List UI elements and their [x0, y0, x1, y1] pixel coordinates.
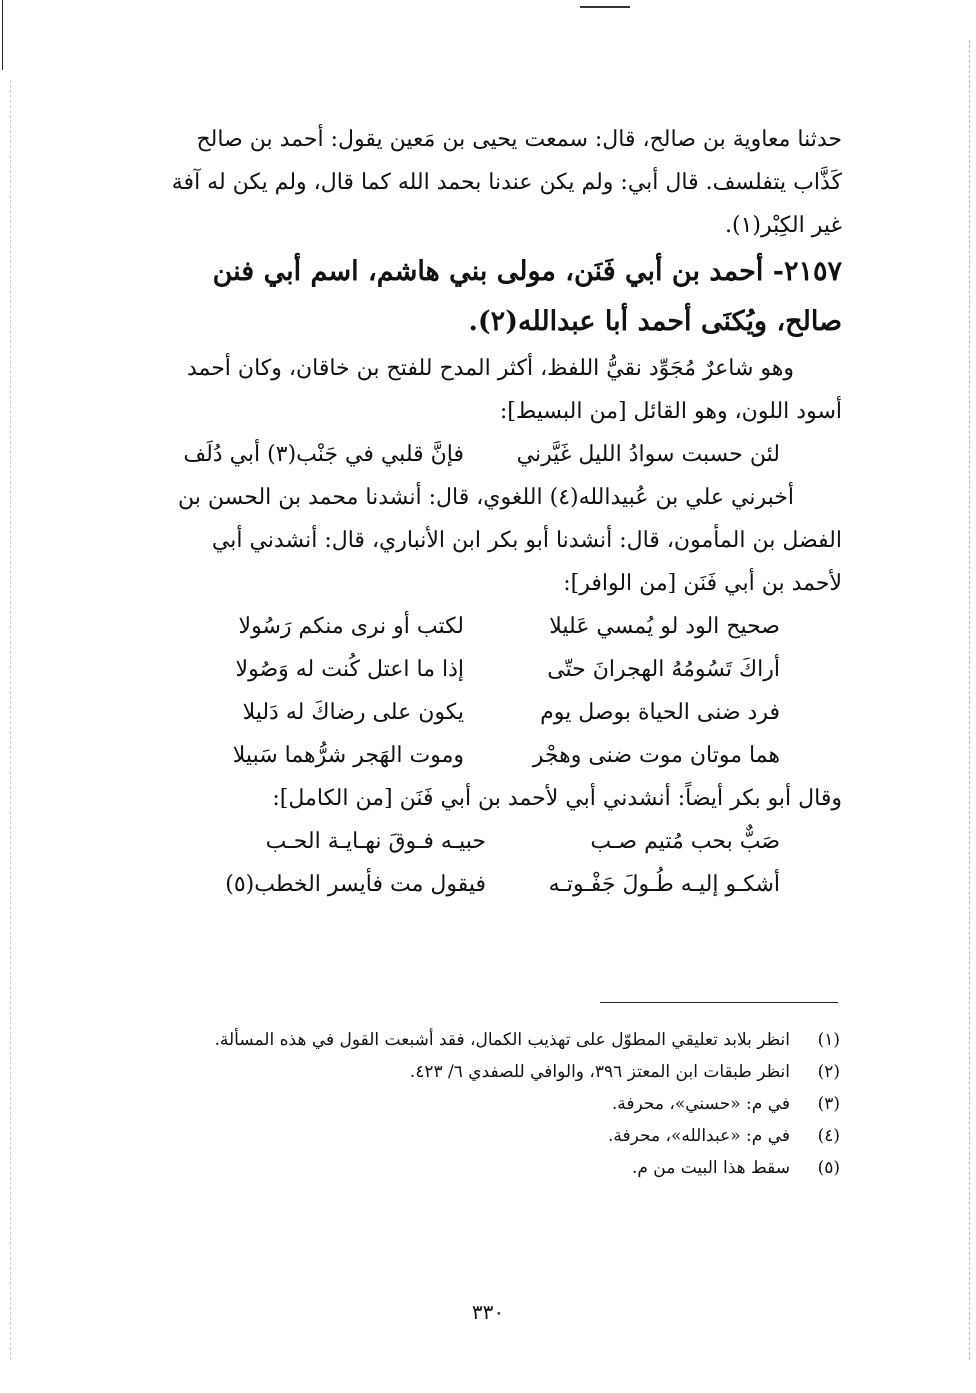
page-number: ٣٣٠ [471, 1300, 505, 1324]
main-text [130, 118, 842, 906]
verse-line [130, 605, 842, 648]
verse-second-hemistich: حبيـه فـوقَ نهـايـة الحـب [265, 829, 486, 854]
verse-line [130, 863, 842, 906]
footnote [130, 1056, 840, 1088]
verse-first-hemistich: أراكَ تَسُومُهُ الهجرانَ حتّى [547, 657, 780, 682]
verse-first-hemistich: لئن حسبت سوادُ الليل غَيَّرني [516, 442, 780, 467]
verse-second-hemistich: فإنَّ قلبي في جَنْب(٣) أبي دُلَف [183, 442, 464, 467]
verse-second-hemistich: لكتب أو نرى منكم رَسُولا [238, 614, 464, 639]
footnote-number: (٥) [817, 1158, 840, 1178]
footnote-text: انظر بلابد تعليقي المطوّل على تهذيب الكمال، فقد أشبعت القول في هذه المسألة. [214, 1030, 790, 1050]
scan-edge-left [10, 80, 11, 1360]
verse-second-hemistich: وموت الهَجر شرُّهما سَبيلا [232, 743, 464, 768]
footnote-text: انظر طبقات ابن المعتز ٣٩٦، والوافي للصفدي ٦/ ٤٢٣. [409, 1062, 790, 1082]
text-line: وقال أبو بكر أيضاً: أنشدني أبي لأحمد بن أبي فَنَن [من الكامل]: [272, 786, 842, 811]
footnote-number: (٢) [817, 1062, 840, 1082]
footnote-text: سقط هذا البيت من م. [631, 1158, 790, 1178]
text-line: أسود اللون، وهو القائل [من البسيط]: [499, 399, 842, 424]
footnote-text: في م: «عبدالله»، محرفة. [608, 1126, 790, 1146]
verse-line [130, 734, 842, 777]
verse-first-hemistich: صحيح الود لو يُمسي عَليلا [549, 614, 780, 639]
text-line: غير الكِبْر(١). [724, 213, 842, 238]
footnote-divider [600, 1002, 838, 1003]
verse-first-hemistich: أشكـو إليـه طُـولَ جَفْـوتـه [548, 872, 780, 897]
footnote-number: (٣) [817, 1094, 840, 1114]
footnote [130, 1024, 840, 1056]
verse-line [130, 820, 842, 863]
text-line: كَذَّاب يتفلسف. قال أبي: ولم يكن عندنا بحمد الله كما قال، ولم يكن له آفة [171, 170, 842, 195]
verse-first-hemistich: فرد ضنى الحياة بوصل يوم [540, 700, 780, 725]
scan-edge-right [969, 40, 970, 1360]
verse-line [130, 691, 842, 734]
text-line: وهو شاعرٌ مُجَوِّد نقيُّ اللفظ، أكثر المدح للفتح بن خاقان، وكان أحمد [186, 356, 794, 381]
footnote-text: في م: «حسني»، محرفة. [611, 1094, 790, 1114]
footnotes [130, 1024, 840, 1184]
entry-heading-continued: صالح، ويُكنَى أحمد أبا عبدالله(٢). [468, 306, 842, 337]
verse-second-hemistich: فيقول مت فأيسر الخطب(٥) [225, 872, 486, 897]
footnote [130, 1152, 840, 1184]
entry-heading: ٢١٥٧- أحمد بن أبي فَنَن، مولى بني هاشم، اسم أبي فنن [212, 256, 842, 287]
text-line: حدثنا معاوية بن صالح، قال: سمعت يحيى بن مَعين يقول: أحمد بن صالح [196, 127, 842, 152]
top-mark [580, 6, 630, 8]
verse-second-hemistich: يكون على رضاكَ له دَليلا [242, 700, 464, 725]
footnote [130, 1088, 840, 1120]
verse-line [130, 433, 842, 476]
verse-first-hemistich: صَبٌّ بحب مُتيم صـب [590, 829, 780, 854]
footnote [130, 1120, 840, 1152]
footnote-number: (٤) [817, 1126, 840, 1146]
verse-line [130, 648, 842, 691]
verse-first-hemistich: هما موتان موت ضنى وهجْر [532, 743, 780, 768]
text-line: الفضل بن المأمون، قال: أنشدنا أبو بكر ابن الأنباري، قال: أنشدني أبي [211, 528, 842, 553]
page-edge-line [2, 0, 3, 70]
text-line: لأحمد بن أبي فَنَن [من الوافر]: [563, 571, 842, 596]
footnote-number: (١) [817, 1030, 840, 1050]
text-line: أخبرني علي بن عُبيدالله(٤) اللغوي، قال: أنشدنا محمد بن الحسن بن [178, 485, 794, 510]
verse-second-hemistich: إذا ما اعتل كُنت له وَصُولا [235, 657, 464, 682]
